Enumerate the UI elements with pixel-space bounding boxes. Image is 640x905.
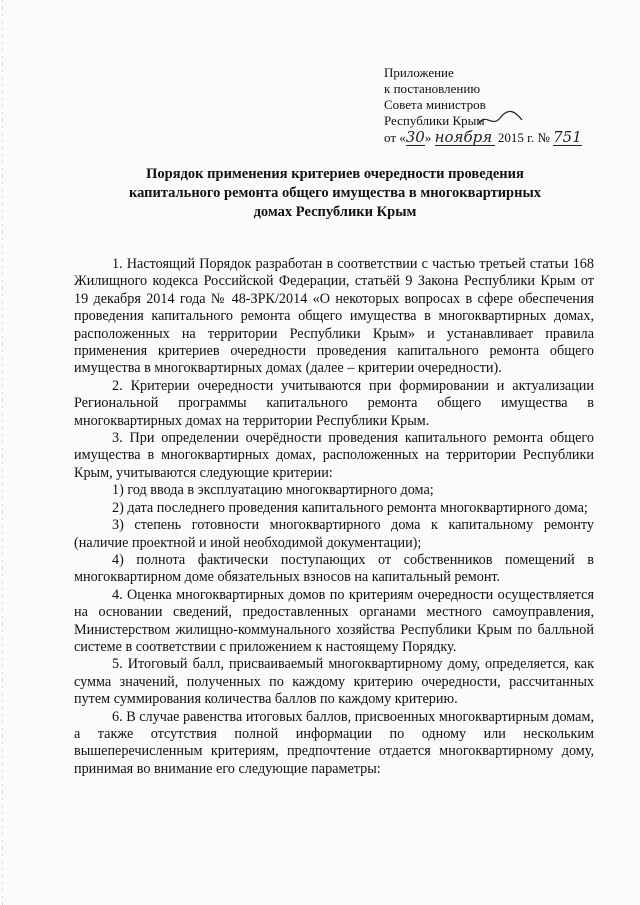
doc-number-handwritten: 751 [553,128,582,146]
criterion-1: 1) год ввода в эксплуатацию многоквартирного дома; [112,482,434,499]
criterion-2: 2) дата последнего проведения капитального ремонта многоквартирного дома; [112,499,588,516]
criterion-4: 4) полнота фактически поступающих от собственников помещений в многоквартирном доме обязательных взносов на капитальный ремонт. [74,551,594,586]
date-month-handwritten: ноября [435,129,495,146]
date-mid: » [424,130,432,145]
approval-block [384,65,582,146]
signature-mark [476,108,524,130]
paragraph-4: 4. Оценка многоквартирных домов по критериям очередности осуществляется на основании сведений, предоставленных органами местного самоуправления, Министерством жилищно-коммунального хозяйства Республики Крым по балльной системе в соответствии с приложением к настоящему Порядку. [74,586,594,655]
paragraph-3: 3. При определении очерёдности проведения капитального ремонта общего имущества в многоквартирных домах, расположенных на территории Республики Крым, учитываются следующие критерии: [74,430,594,481]
approval-line-4: Республики Крым [384,113,485,128]
paragraph-1: 1. Настоящий Порядок разработан в соответствии с частью третьей статьи 168 Жилищного кодекса Российской Федерации, статьёй 9 Закона Республики Крым от 19 декабря 2014 года № 48-ЗРК/2014 «О некоторых вопросах в сфере обеспечения проведения капитального ремонта общего имущества в многоквартирных домах, расположенных на территории Республики Крым» и устанавливает правила применения критериев очередности проведения капитального ремонта общего имущества в многоквартирных домах (далее – критерии очередности). [74,256,594,377]
approval-date-line [384,129,582,146]
approval-line-1: Приложение [384,65,454,80]
scan-edge-marks [2,0,3,905]
date-day-handwritten: 30 [405,128,425,146]
paragraph-2: 2. Критерии очередности учитываются при формировании и актуализации Региональной программы капитального ремонта общего имущества в многоквартирных домах на территории Республики Крым. [74,377,594,429]
title-line-2: капитального ремонта общего имущества в многоквартирных [128,185,542,201]
document-body [74,256,594,778]
date-year: 2015 г. № [497,130,550,145]
title-line-1: Порядок применения критериев очередности проведения [146,166,524,182]
criterion-3: 3) степень готовности многоквартирного дома к капитальному ремонту (наличие проектной и иной необходимой документации); [74,517,594,551]
paragraph-6: 6. В случае равенства итоговых баллов, присвоенных многоквартирным домам, а также отсутствия полной информации по одному или нескольким вышеперечисленным критериям, предпочтение отдается многоквартирному дому, принимая во внимание его следующие параметры: [74,708,594,777]
document-title [80,165,590,222]
approval-line-3: Совета министров [384,97,486,112]
paragraph-5: 5. Итоговый балл, присваиваемый многоквартирному дому, определяется, как сумма значений, полученных по каждому критерию очередности, рассчитанных путем суммирования количества баллов по каждому критерию. [74,656,594,708]
approval-line-2: к постановлению [384,81,481,96]
date-prefix: от « [384,130,406,145]
title-line-3: домах Республики Крым [253,204,417,220]
